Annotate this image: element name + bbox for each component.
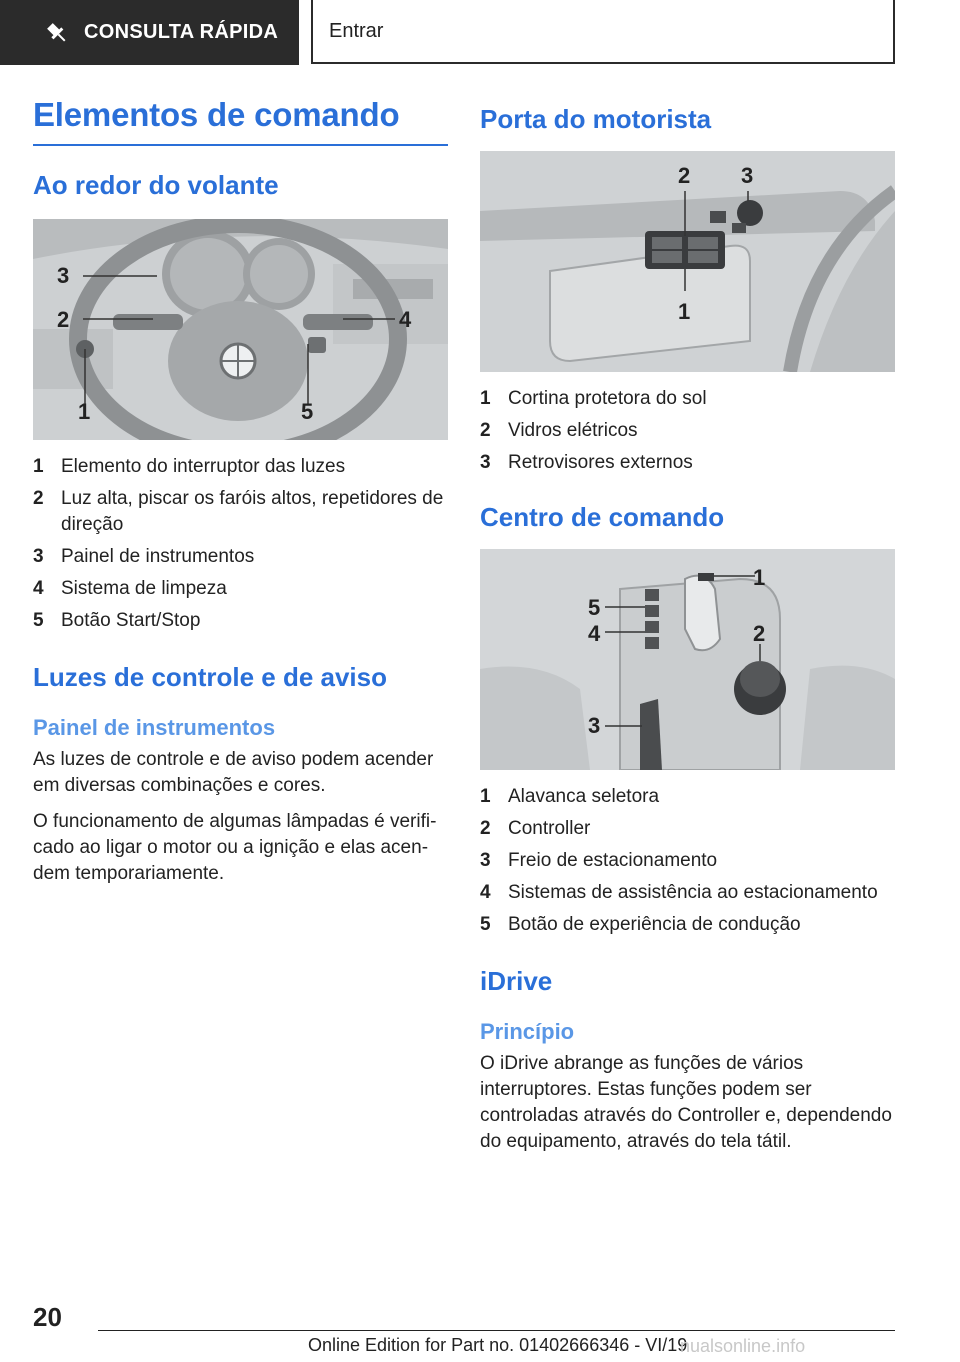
right-column — [480, 96, 895, 1155]
drivers-door-legend — [480, 386, 895, 476]
callout-3: 3 — [588, 713, 601, 738]
left-column — [33, 96, 448, 887]
list-item: 1 Cortina protetora do sol — [480, 388, 707, 409]
list-item: 5 Botão Start/Stop — [33, 610, 201, 631]
control-center-heading: Centro de comando — [480, 502, 725, 532]
warning-paragraph-1: As luzes de controle e de aviso podem acender em diversas combinações e cores. — [33, 749, 434, 796]
drivers-door-heading: Porta do motorista — [480, 104, 712, 134]
callout-2: 2 — [678, 163, 691, 188]
quick-reference-tab[interactable] — [0, 0, 299, 65]
footer-divider — [98, 1330, 895, 1331]
callout-2: 2 — [57, 307, 70, 332]
page-number: 20 — [33, 1302, 62, 1332]
callout-4: 4 — [399, 307, 412, 332]
control-center-figure — [480, 549, 895, 770]
page-title: Elementos de comando — [33, 96, 448, 146]
edition-text: Online Edition for Part no. 01402666346 - VI/19 — [308, 1335, 688, 1355]
principle-subheading: Princípio — [480, 1019, 575, 1044]
list-item: 1 Elemento do interruptor das luzes — [33, 456, 346, 477]
steering-heading: Ao redor do volante — [33, 170, 279, 200]
callout-1: 1 — [78, 399, 91, 424]
callout-2: 2 — [753, 621, 766, 646]
idrive-heading: iDrive — [480, 966, 553, 996]
list-item: 2 Luz alta, piscar os faróis altos, repetidores de direção — [33, 488, 444, 535]
instrument-panel-subheading: Painel de instrumentos — [33, 715, 276, 740]
watermark: nualsonline.info — [680, 1336, 806, 1356]
callout-5: 5 — [301, 399, 314, 424]
drivers-door-figure — [480, 151, 895, 372]
callout-1: 1 — [753, 565, 766, 590]
section-label: Entrar — [329, 19, 384, 42]
callout-3: 3 — [57, 263, 70, 288]
list-item: 2 Vidros elétricos — [480, 420, 638, 441]
pushpin-icon — [44, 20, 70, 46]
list-item: 1 Alavanca seletora — [480, 786, 660, 807]
idrive-paragraph: O iDrive abrange as funções de vários interruptores. Estas funções podem ser controladas através do Controller e, dependendo do equipamento, através do tela tátil. — [480, 1053, 892, 1152]
callout-5: 5 — [588, 595, 601, 620]
list-item: 4 Sistemas de assistência ao estacionamento — [480, 882, 878, 903]
callout-3: 3 — [741, 163, 754, 188]
quick-reference-label: CONSULTA RÁPIDA — [84, 21, 279, 43]
callout-1: 1 — [678, 299, 691, 324]
section-header — [311, 0, 895, 64]
list-item: 4 Sistema de limpeza — [33, 578, 227, 599]
list-item: 3 Freio de estacionamento — [480, 850, 718, 871]
warning-paragraph-2: O funcionamento de algumas lâmpadas é verificado ao ligar o motor ou a ignição e elas acendem temporariamente. — [33, 811, 437, 884]
callout-4: 4 — [588, 621, 601, 646]
control-center-legend — [480, 784, 895, 938]
list-item: 5 Botão de experiência de condução — [480, 914, 801, 935]
list-item: 2 Controller — [480, 818, 591, 839]
list-item: 3 Retrovisores externos — [480, 452, 693, 473]
steering-wheel-figure — [33, 219, 448, 440]
list-item: 3 Painel de instrumentos — [33, 546, 255, 567]
steering-legend — [33, 454, 448, 634]
warning-lights-heading: Luzes de controle e de aviso — [33, 662, 387, 692]
